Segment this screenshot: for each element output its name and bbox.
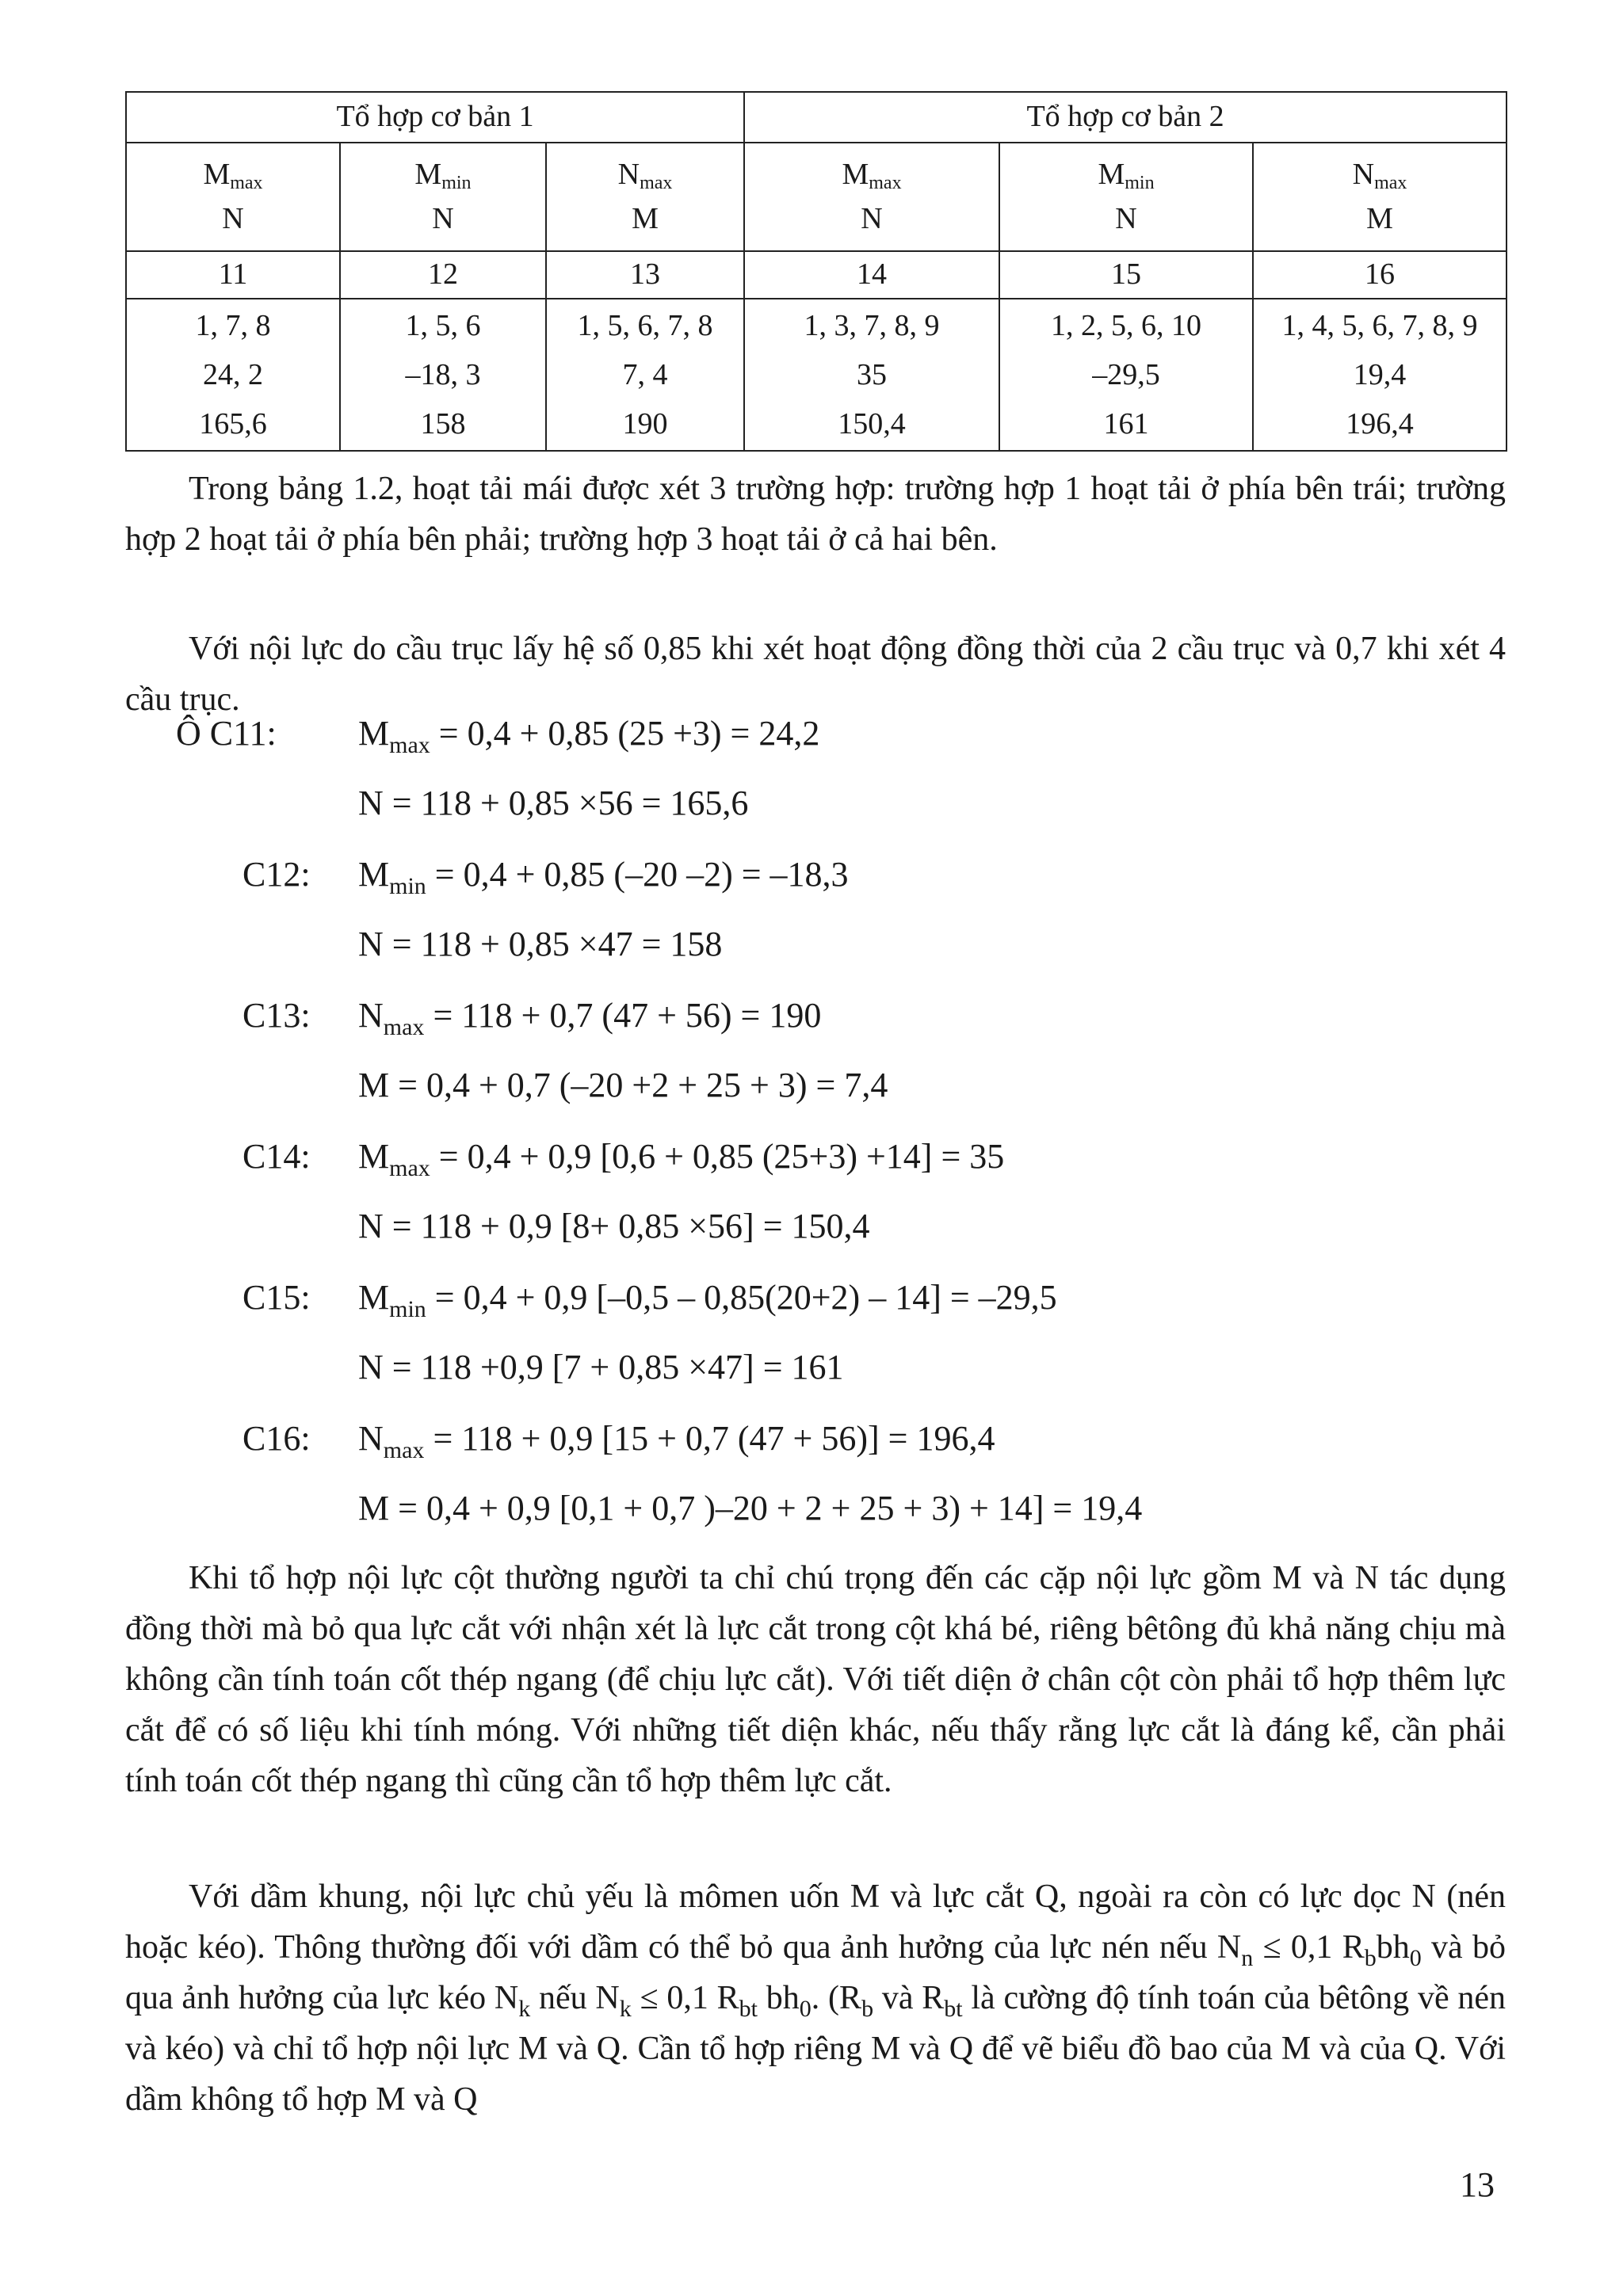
paragraph-3: Khi tổ hợp nội lực cột thường người ta chỉ chú trọng đến các cặp nội lực gồm M và N tác dụng đồng thời mà bỏ qua lực cắt với nhận xét là lực cắt trong cột khá bé, riêng bêtông đủ khả năng chịu mà không cần tính toán cốt thép ngang (để chịu lực cắt). Với tiết diện ở chân cột còn phải tổ hợp thêm lực cắt để có số liệu khi tính móng. Với những tiết diện khác, nếu thấy rằng lực cắt là đáng kể, cần phải tính toán cốt thép ngang thì cũng cần tổ hợp thêm lực cắt. [125, 1560, 1506, 1799]
table-cell: 1, 5, 6, 7, 8 7, 4 190 [546, 299, 744, 451]
calc-label: C12: [242, 855, 311, 894]
table-cell: 1, 5, 6 –18, 3 158 [340, 299, 546, 451]
group-header-1: Tổ hợp cơ bản 1 [126, 92, 744, 143]
group-header-2: Tổ hợp cơ bản 2 [744, 92, 1507, 143]
calc-label: C13: [242, 996, 311, 1035]
calc-label: C14: [242, 1137, 311, 1176]
combination-table [125, 91, 1507, 452]
calc-line-2: M = 0,4 + 0,7 (–20 +2 + 25 + 3) = 7,4 [358, 1066, 888, 1104]
page-number: 13 [1460, 2165, 1495, 2204]
column-index: 11 [126, 251, 340, 299]
column-header: $N_{max}$ M [1253, 143, 1507, 251]
calc-line-1: $N_{max} = 118 + 0,9$ [15 + 0,7 (47 + 56)] = 196,4 [358, 1419, 995, 1463]
calc-line-1: $M_{min} = 0,4 + 0,85$ (–20 –2) = –18,3 [358, 855, 849, 899]
column-header: $M_{min}$ N [340, 143, 546, 251]
calc-line-1: $N_{max} = 118 + 0,7$ (47 + 56) = 190 [358, 996, 822, 1040]
column-header: $N_{max}$ M [546, 143, 744, 251]
paragraph-4: Với dầm khung, nội lực chủ yếu là mômen uốn M và lực cắt Q, ngoài ra còn có lực dọc N (nén hoặc kéo). Thông thường đối với dầm có thể bỏ qua ảnh hưởng của lực nén nếu $N_n \le 0,1$ $R_bbh_0$ và bỏ qua ảnh hưởng của lực kéo $N_k$ nếu $N_k \le 0,1$ $R_{bt}$ $bh_0$. ($R_b$ và $R_{bt}$ là cường độ tính toán của bêtông về nén và kéo) và chỉ tổ hợp nội lực M và Q. Cần tổ hợp riêng M và Q để vẽ biểu đồ bao của M và của Q. Với dầm không tổ hợp M và Q [125, 1878, 1507, 2118]
calc-line-2: N = 118 + 0,85 ×47 = 158 [358, 925, 723, 963]
column-index: 13 [546, 251, 744, 299]
calc-label: Ô C11: [176, 714, 277, 753]
column-index: 16 [1253, 251, 1507, 299]
column-index: 15 [999, 251, 1253, 299]
calc-line-2: N = 118 + 0,85 ×56 = 165,6 [358, 784, 749, 822]
calc-line-1: $M_{max} = 0,4 + 0,9$ [0,6 + 0,85 (25+3) +14] = 35 [358, 1137, 1005, 1181]
calc-line-1: $M_{min} = 0,4 + 0,9$ [–0,5 – 0,85(20+2) – 14] = –29,5 [358, 1278, 1057, 1322]
calc-line-2: M = 0,4 + 0,9 [0,1 + 0,7 )–20 + 2 + 25 + 3) + 14] = 19,4 [358, 1489, 1143, 1527]
table-cell: 1, 4, 5, 6, 7, 8, 9 19,4 196,4 [1253, 299, 1507, 451]
column-header: $M_{min}$ N [999, 143, 1253, 251]
paragraph-2: Với nội lực do cầu trục lấy hệ số 0,85 khi xét hoạt động đồng thời của 2 cầu trục và 0,7 khi xét 4 cầu trục. [125, 631, 1506, 718]
table-cell: 1, 7, 8 24, 2 165,6 [126, 299, 340, 451]
paragraph-1: Trong bảng 1.2, hoạt tải mái được xét 3 trường hợp: trường hợp 1 hoạt tải ở phía bên trái; trường hợp 2 hoạt tải ở phía bên phải; trường hợp 3 hoạt tải ở cả hai bên. [125, 471, 1506, 558]
column-index: 14 [744, 251, 999, 299]
column-header: $M_{max}$ N [126, 143, 340, 251]
calc-label: C15: [242, 1278, 311, 1317]
calc-line-2: N = 118 +0,9 [7 + 0,85 ×47] = 161 [358, 1348, 844, 1386]
calc-line-1: $M_{max} = 0,4 + 0,85$ (25 +3) = 24,2 [358, 714, 820, 758]
calc-label: C16: [242, 1419, 311, 1458]
column-header: $M_{max}$ N [744, 143, 999, 251]
table-cell: 1, 3, 7, 8, 9 35 150,4 [744, 299, 999, 451]
table-cell: 1, 2, 5, 6, 10 –29,5 161 [999, 299, 1253, 451]
calc-line-2: N = 118 + 0,9 [8+ 0,85 ×56] = 150,4 [358, 1207, 870, 1245]
column-index: 12 [340, 251, 546, 299]
